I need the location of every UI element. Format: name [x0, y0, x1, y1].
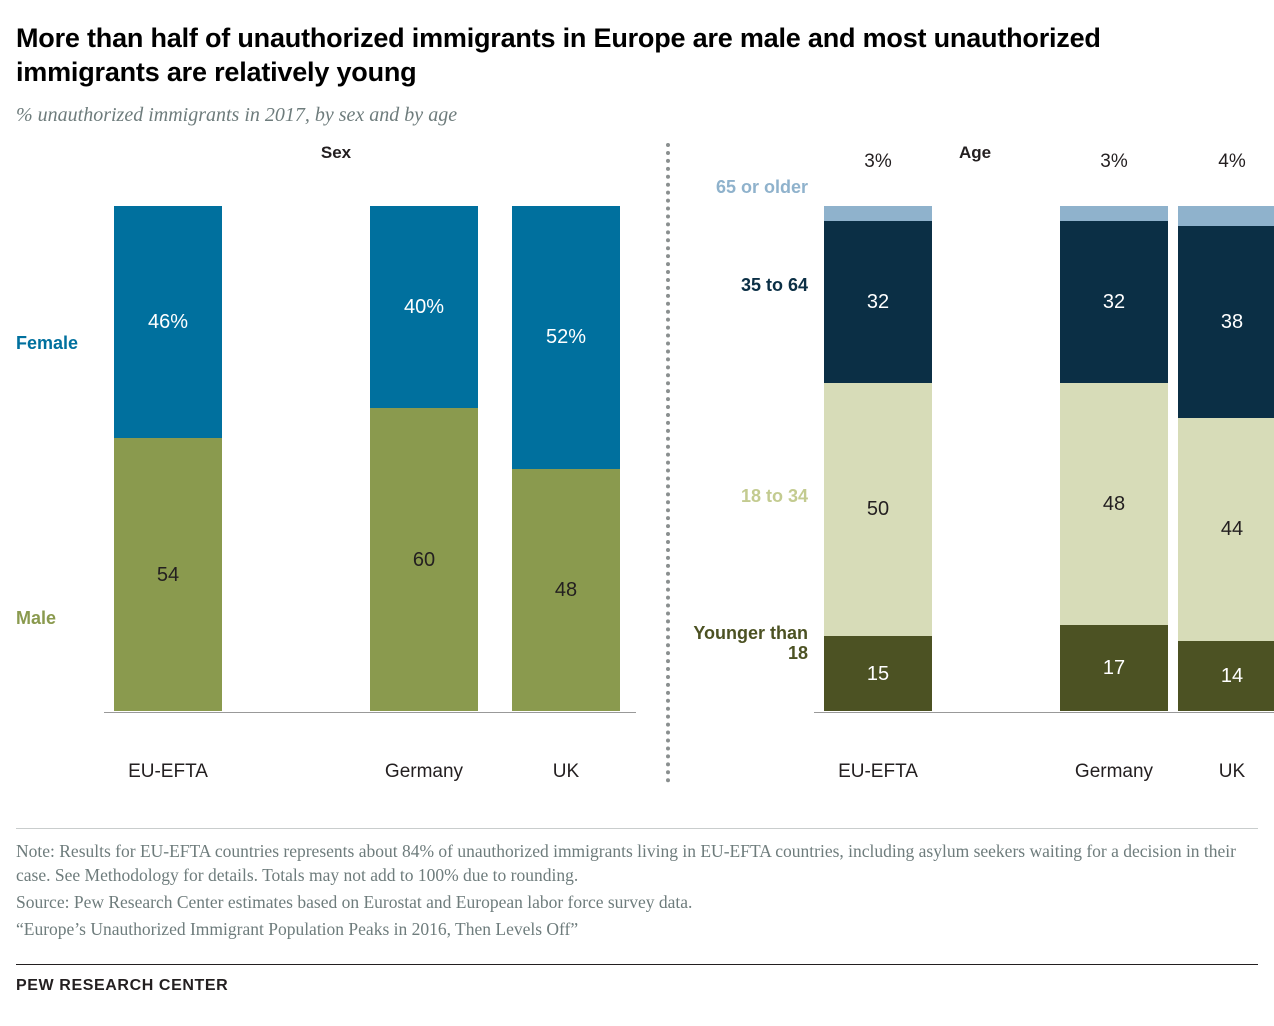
legend-label-18-to-34: 18 to 34 — [740, 485, 808, 506]
page-subtitle: % unauthorized immigrants in 2017, by sex and by age — [16, 103, 458, 126]
bar-segment-male-uk[interactable] — [512, 469, 620, 712]
bar-sex-eu-efta[interactable] — [114, 206, 222, 712]
bar-value-35-to-64-uk: 38 — [1220, 310, 1244, 333]
bar-value-35-to-64-eu-efta: 32 — [866, 290, 890, 313]
bar-sex-germany[interactable] — [370, 206, 478, 712]
bar-segment-younger-than-18-eu-efta[interactable] — [824, 636, 932, 712]
bar-value-male-uk: 48 — [554, 579, 578, 602]
xlabel-sex-eu-efta: EU-EFTA — [128, 760, 208, 782]
legend-label-35-to-64: 35 to 64 — [740, 274, 808, 295]
bar-segment-35-to-64-germany[interactable] — [1060, 221, 1168, 383]
bar-segment-male-germany[interactable] — [370, 408, 478, 712]
footer-note: Note: Results for EU-EFTA countries represents about 84% of unauthorized immigrants living in EU-EFTA countries, including asylum seekers waiting for a decision in their case. See Methodology for details. Totals may not add to 100% due to rounding. — [16, 841, 1237, 886]
bar-value-younger-than-18-germany: 17 — [1102, 657, 1126, 680]
bar-value-female-uk: 52% — [545, 326, 587, 349]
footer-divider — [16, 828, 1258, 829]
bar-value-18-to-34-uk: 44 — [1220, 518, 1244, 541]
bar-value-18-to-34-eu-efta: 50 — [866, 498, 890, 521]
panel-heading-age: Age — [958, 142, 992, 162]
footer-report-title: “Europe’s Unauthorized Immigrant Population Peaks in 2016, Then Levels Off” — [16, 919, 579, 940]
legend-label-male: Male — [16, 607, 57, 628]
chart-panel-sex — [16, 142, 656, 782]
bar-segment-35-to-64-eu-efta[interactable] — [824, 221, 932, 383]
bar-segment-65-or-older-germany[interactable] — [1060, 206, 1168, 221]
xlabel-sex-germany: Germany — [384, 760, 464, 782]
axis-line-age — [814, 712, 1274, 713]
bar-age-uk[interactable] — [1178, 206, 1274, 712]
bar-age-eu-efta[interactable] — [824, 206, 932, 712]
bar-value-male-eu-efta: 54 — [156, 563, 180, 586]
footer-source: Source: Pew Research Center estimates based on Eurostat and European labor force survey data. — [16, 892, 693, 913]
brand-divider — [16, 964, 1258, 965]
page-title: More than half of unauthorized immigrants in Europe are male and most unauthorized immigrants are relatively young — [16, 23, 1101, 87]
bar-value-male-germany: 60 — [412, 548, 436, 571]
bar-value-female-germany: 40% — [403, 295, 445, 318]
footer-notes — [16, 839, 1258, 942]
bar-age-germany[interactable] — [1060, 206, 1168, 712]
plot-area-age — [676, 150, 1274, 782]
axis-line-sex — [104, 712, 636, 713]
panel-divider — [666, 143, 670, 783]
bar-top-label-65-or-older-germany: 3% — [1100, 150, 1128, 172]
legend-label-younger-than-18: Younger than 18 — [693, 622, 808, 664]
bar-top-label-65-or-older-eu-efta: 3% — [864, 150, 892, 172]
xlabel-age-germany: Germany — [1074, 760, 1154, 782]
xlabel-age-eu-efta: EU-EFTA — [838, 760, 918, 782]
bar-value-35-to-64-germany: 32 — [1102, 290, 1126, 313]
bar-sex-uk[interactable] — [512, 206, 620, 712]
bar-value-18-to-34-germany: 48 — [1102, 493, 1126, 516]
legend-label-female: Female — [16, 332, 79, 353]
bar-segment-18-to-34-uk[interactable] — [1178, 418, 1274, 641]
bar-segment-younger-than-18-germany[interactable] — [1060, 625, 1168, 711]
bar-segment-65-or-older-uk[interactable] — [1178, 206, 1274, 226]
bar-top-label-65-or-older-uk: 4% — [1218, 150, 1246, 172]
panel-heading-sex: Sex — [320, 142, 352, 162]
brand-name: PEW RESEARCH CENTER — [16, 976, 229, 994]
charts-container — [16, 142, 1258, 782]
bar-segment-female-uk[interactable] — [512, 206, 620, 469]
bar-value-younger-than-18-uk: 14 — [1220, 664, 1244, 687]
bar-value-female-eu-efta: 46% — [147, 310, 189, 333]
chart-page — [0, 22, 1274, 1026]
plot-area-sex — [16, 183, 656, 782]
bar-segment-18-to-34-eu-efta[interactable] — [824, 383, 932, 636]
xlabel-sex-uk: UK — [552, 760, 580, 782]
bar-segment-younger-than-18-uk[interactable] — [1178, 641, 1274, 712]
chart-panel-age — [676, 142, 1274, 782]
bar-segment-18-to-34-germany[interactable] — [1060, 383, 1168, 626]
bar-segment-male-eu-efta[interactable] — [114, 438, 222, 711]
bar-segment-female-germany[interactable] — [370, 206, 478, 408]
bar-segment-65-or-older-eu-efta[interactable] — [824, 206, 932, 221]
bar-segment-female-eu-efta[interactable] — [114, 206, 222, 439]
bar-value-younger-than-18-eu-efta: 15 — [866, 662, 890, 685]
legend-label-65-or-older: 65 or older — [715, 176, 808, 197]
footer — [16, 828, 1258, 995]
xlabel-age-uk: UK — [1218, 760, 1246, 782]
bar-segment-35-to-64-uk[interactable] — [1178, 226, 1274, 418]
